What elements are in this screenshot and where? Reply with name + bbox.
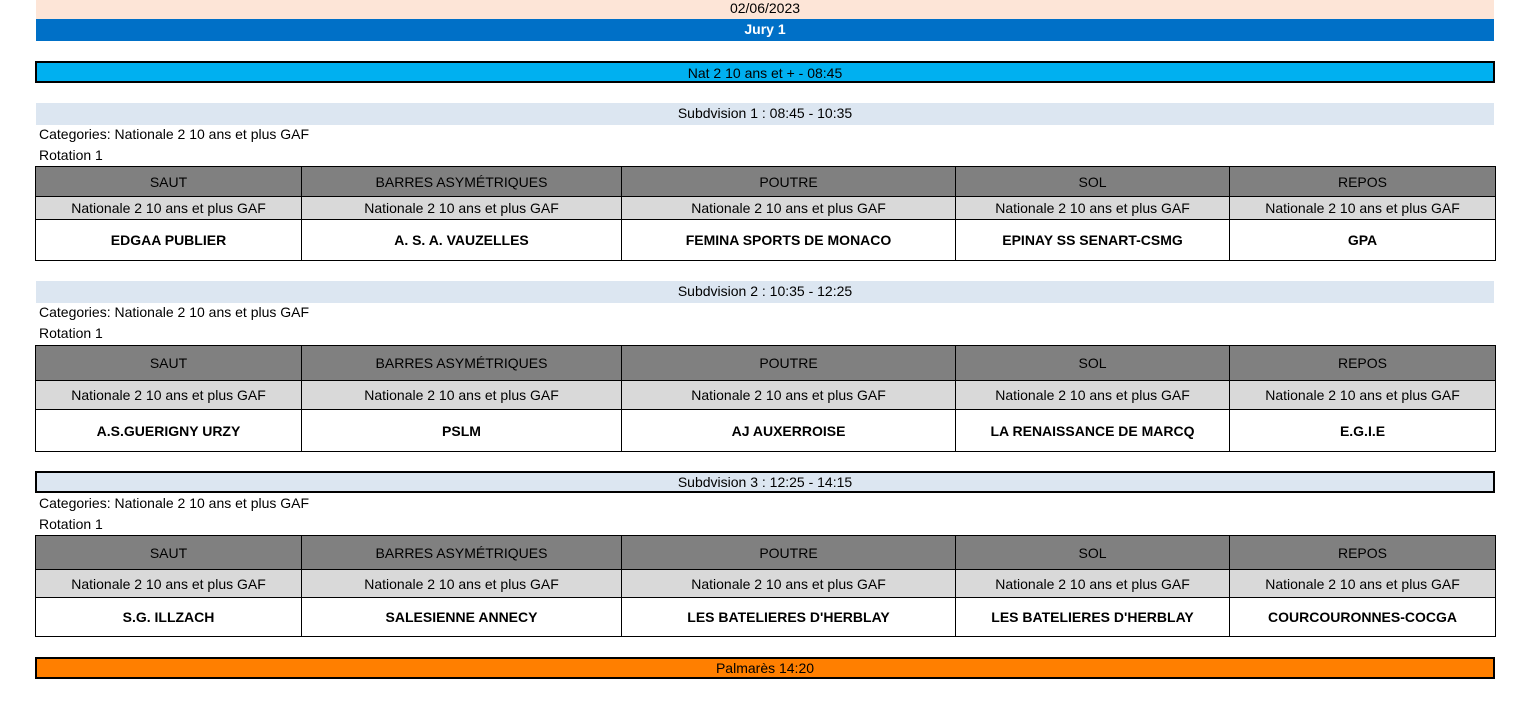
palmares-banner: Palmarès 14:20 — [35, 657, 1495, 679]
category-cell: Nationale 2 10 ans et plus GAF — [956, 381, 1230, 410]
subdivision-3-categories: Categories: Nationale 2 10 ans et plus GAF — [39, 495, 310, 511]
club-cell: AJ AUXERROISE — [622, 410, 956, 452]
club-cell: S.G. ILLZACH — [36, 598, 302, 637]
apparatus-header-saut: SAUT — [36, 536, 302, 570]
apparatus-header-sol: SOL — [956, 167, 1230, 197]
subdivision-2-rotation-table — [35, 345, 1496, 452]
category-cell: Nationale 2 10 ans et plus GAF — [956, 570, 1230, 598]
subdivision-2-categories: Categories: Nationale 2 10 ans et plus GAF — [39, 304, 310, 320]
apparatus-header-barres: BARRES ASYMÉTRIQUES — [302, 167, 622, 197]
club-cell: PSLM — [302, 410, 622, 452]
category-cell: Nationale 2 10 ans et plus GAF — [36, 197, 302, 220]
apparatus-header-sol: SOL — [956, 346, 1230, 381]
club-cell: EPINAY SS SENART-CSMG — [956, 220, 1230, 261]
club-cell: LES BATELIERES D'HERBLAY — [956, 598, 1230, 637]
apparatus-header-repos: REPOS — [1230, 346, 1496, 381]
category-cell: Nationale 2 10 ans et plus GAF — [956, 197, 1230, 220]
subdivision-3-rotation-table — [35, 535, 1496, 637]
category-cell: Nationale 2 10 ans et plus GAF — [302, 197, 622, 220]
apparatus-header-poutre: POUTRE — [622, 346, 956, 381]
subdivision-1-categories: Categories: Nationale 2 10 ans et plus GAF — [39, 126, 310, 142]
club-cell: SALESIENNE ANNECY — [302, 598, 622, 637]
apparatus-header-saut: SAUT — [36, 167, 302, 197]
club-cell: LES BATELIERES D'HERBLAY — [622, 598, 956, 637]
club-cell: A.S.GUERIGNY URZY — [36, 410, 302, 452]
category-cell: Nationale 2 10 ans et plus GAF — [1230, 381, 1496, 410]
club-cell: LA RENAISSANCE DE MARCQ — [956, 410, 1230, 452]
apparatus-header-poutre: POUTRE — [622, 536, 956, 570]
club-cell: GPA — [1230, 220, 1496, 261]
apparatus-header-barres: BARRES ASYMÉTRIQUES — [302, 536, 622, 570]
subdivision-3-title: Subdvision 3 : 12:25 - 14:15 — [35, 471, 1495, 493]
apparatus-header-repos: REPOS — [1230, 536, 1496, 570]
category-cell: Nationale 2 10 ans et plus GAF — [1230, 570, 1496, 598]
apparatus-header-poutre: POUTRE — [622, 167, 956, 197]
club-cell: EDGAA PUBLIER — [36, 220, 302, 261]
jury-banner: Jury 1 — [36, 19, 1494, 41]
apparatus-header-sol: SOL — [956, 536, 1230, 570]
category-cell: Nationale 2 10 ans et plus GAF — [1230, 197, 1496, 220]
category-cell: Nationale 2 10 ans et plus GAF — [622, 570, 956, 598]
club-cell: FEMINA SPORTS DE MONACO — [622, 220, 956, 261]
subdivision-1-rotation: Rotation 1 — [39, 147, 103, 163]
section-title: Nat 2 10 ans et + - 08:45 — [35, 61, 1495, 83]
club-cell: E.G.I.E — [1230, 410, 1496, 452]
subdivision-1-title: Subdvision 1 : 08:45 - 10:35 — [36, 103, 1494, 125]
apparatus-header-barres: BARRES ASYMÉTRIQUES — [302, 346, 622, 381]
date-banner: 02/06/2023 — [36, 0, 1494, 19]
subdivision-2-rotation: Rotation 1 — [39, 325, 103, 341]
subdivision-3-rotation: Rotation 1 — [39, 516, 103, 532]
club-cell: A. S. A. VAUZELLES — [302, 220, 622, 261]
category-cell: Nationale 2 10 ans et plus GAF — [622, 381, 956, 410]
category-cell: Nationale 2 10 ans et plus GAF — [36, 570, 302, 598]
subdivision-2-title: Subdvision 2 : 10:35 - 12:25 — [36, 281, 1494, 303]
subdivision-1-rotation-table — [35, 166, 1496, 261]
apparatus-header-saut: SAUT — [36, 346, 302, 381]
apparatus-header-repos: REPOS — [1230, 167, 1496, 197]
category-cell: Nationale 2 10 ans et plus GAF — [302, 381, 622, 410]
category-cell: Nationale 2 10 ans et plus GAF — [36, 381, 302, 410]
category-cell: Nationale 2 10 ans et plus GAF — [622, 197, 956, 220]
category-cell: Nationale 2 10 ans et plus GAF — [302, 570, 622, 598]
club-cell: COURCOURONNES-COCGA — [1230, 598, 1496, 637]
